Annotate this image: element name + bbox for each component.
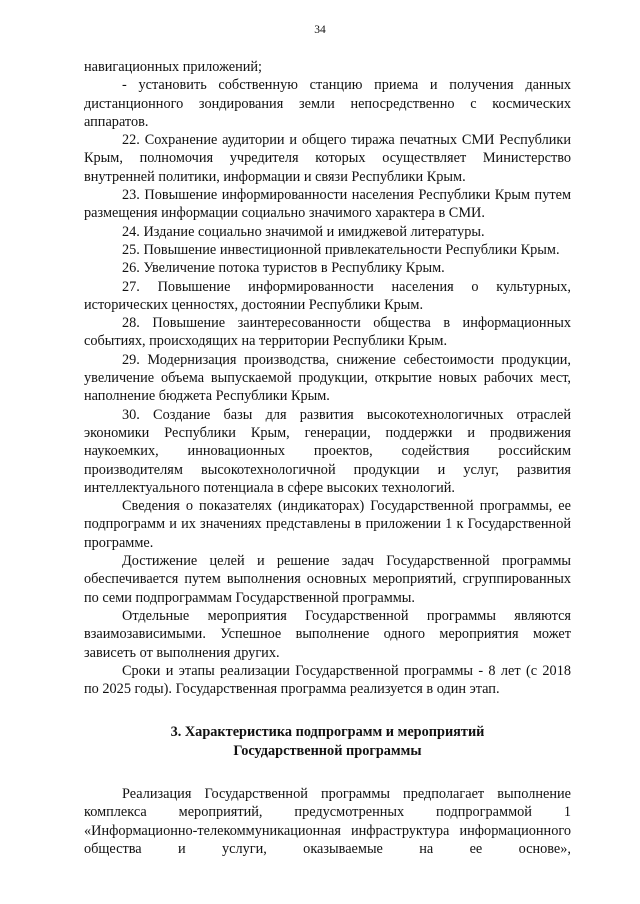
- paragraph: 25. Повышение инвестиционной привлекательности Республики Крым.: [122, 241, 560, 258]
- paragraph: навигационных приложений;: [84, 59, 263, 75]
- paragraph: 24. Издание социально значимой и имиджевой литературы.: [122, 223, 485, 240]
- paragraph: 28. Повышение заинтересованности общества в информационных событиях, происходящих на территории Республики Крым.: [84, 315, 571, 350]
- paragraph: - установить собственную станцию приема и получения данных дистанционного зондирования земли непосредственно с космических аппаратов.: [84, 77, 571, 130]
- paragraph: Достижение целей и решение задач Государственной программы обеспечивается путем выполнения основных мероприятий, сгруппированных по семи подпрограммам Государственной программы.: [84, 553, 571, 606]
- paragraph: Реализация Государственной программы предполагает выполнение комплекса мероприятий, предусмотренных подпрограммой 1 «Информационно-телекоммуникационная инфраструктура информационного общества и услуги, оказываемые на ее основе»,: [84, 785, 571, 857]
- paragraph: 26. Увеличение потока туристов в Республику Крым.: [122, 260, 445, 277]
- section-heading: [84, 723, 571, 760]
- paragraph: 29. Модернизация производства, снижение себестоимости продукции, увеличение объема выпускаемой продукции, открытие новых рабочих мест, наполнение бюджета Республики Крым.: [84, 351, 571, 405]
- paragraph: 22. Сохранение аудитории и общего тиража печатных СМИ Республики Крым, полномочия учредителя которых осуществляет Министерство внутренней политики, информации и связи Республики Крым.: [84, 132, 571, 185]
- section-heading-line: 3. Характеристика подпрограмм и мероприятий: [170, 724, 485, 741]
- paragraph: 23. Повышение информированности населения Республики Крым путем размещения информации социально значимого характера в СМИ.: [84, 187, 571, 222]
- document-body: [84, 58, 571, 858]
- paragraph: Сведения о показателях (индикаторах) Государственной программы, ее подпрограмм и их значениях представлены в приложении 1 к Государственной программе.: [84, 498, 571, 551]
- paragraph: 30. Создание базы для развития высокотехнологичных отраслей экономики Республики Крым, генерации, поддержки и продвижения наукоемких, инновационных проектов, содействия российским производителям высокотехнологичной продукции и услуг, развития интеллектуального потенциала в сфере высоких технологий.: [84, 406, 571, 496]
- paragraph: 27. Повышение информированности населения о культурных, исторических ценностях, достоянии Республики Крым.: [84, 278, 571, 313]
- paragraph: Отдельные мероприятия Государственной программы являются взаимозависимыми. Успешное выполнение одного мероприятия может зависеть от выполнения других.: [84, 607, 571, 661]
- paragraph: Сроки и этапы реализации Государственной программы - 8 лет (с 2018 по 2025 годы). Государственная программа реализуется в один этап.: [84, 662, 571, 698]
- page-number: 34: [314, 24, 326, 36]
- section-heading-line: Государственной программы: [233, 742, 422, 759]
